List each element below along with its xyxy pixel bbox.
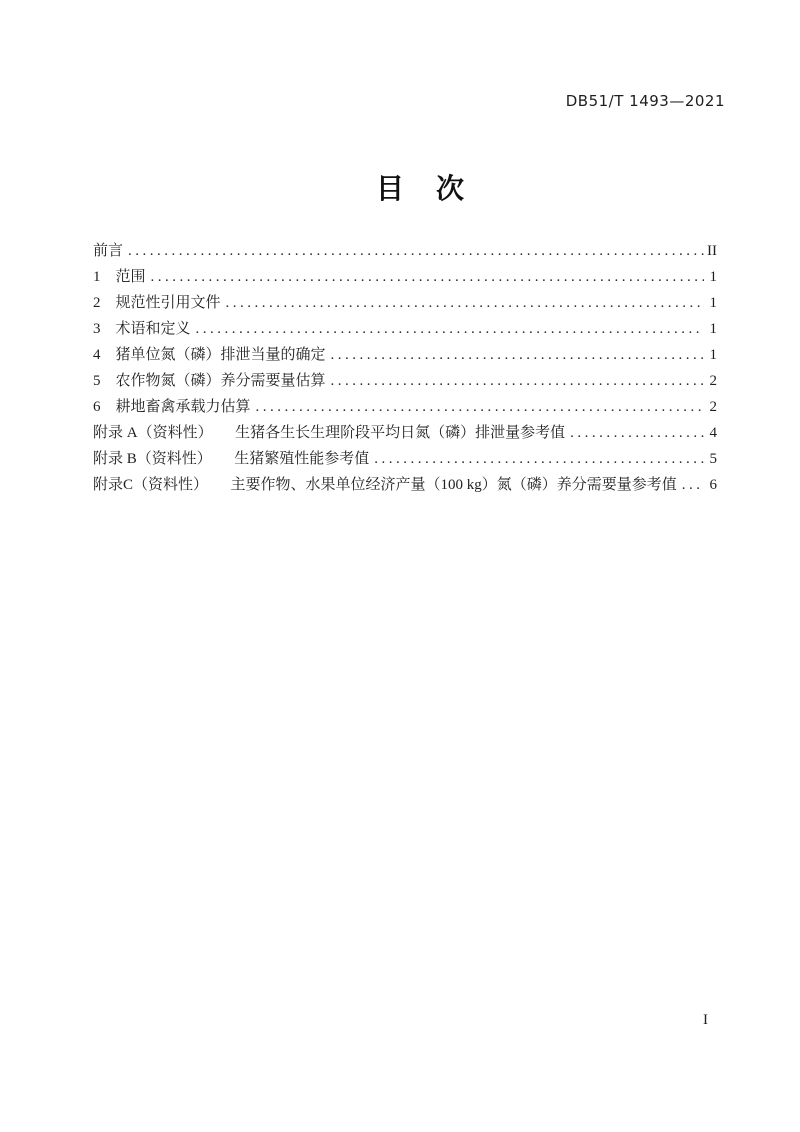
toc-item-page-number: II	[707, 243, 717, 259]
toc-item	[93, 290, 717, 316]
toc-item-label: 附录 A（资料性） 生猪各生长生理阶段平均日氮（磷）排泄量参考值	[93, 425, 566, 441]
page-number: I	[703, 1012, 708, 1028]
toc-item-dot-leader	[151, 264, 704, 290]
toc-item	[93, 472, 717, 498]
toc-item-label: 附录 B（资料性） 生猪繁殖性能参考值	[93, 451, 370, 467]
toc-item-label: 1 范围	[93, 269, 146, 285]
toc-title: 目 次	[375, 174, 466, 205]
toc-item	[93, 420, 717, 446]
toc-item-label: 5 农作物氮（磷）养分需要量估算	[93, 373, 326, 389]
toc-item-dot-leader	[331, 368, 704, 394]
toc-item-page-number: 2	[709, 373, 717, 389]
toc-item-label: 前言	[93, 243, 124, 259]
toc-item-dot-leader	[570, 420, 704, 446]
toc-item-page-number: 2	[709, 399, 717, 415]
toc-item-dot-leader	[682, 472, 704, 498]
toc-item-dot-leader	[256, 394, 704, 420]
toc-item-dot-leader	[374, 446, 704, 472]
toc-item-page-number: 1	[709, 321, 717, 337]
toc-item-page-number: 1	[709, 347, 717, 363]
toc-item	[93, 316, 717, 342]
toc-item-dot-leader	[196, 316, 704, 342]
toc-item	[93, 264, 717, 290]
toc-item	[93, 446, 717, 472]
toc-item-page-number: 1	[709, 269, 717, 285]
toc-item-label: 6 耕地畜禽承载力估算	[93, 399, 251, 415]
toc-item-label: 2 规范性引用文件	[93, 295, 221, 311]
toc-item-page-number: 5	[709, 451, 717, 467]
toc-list	[93, 238, 717, 498]
toc-item	[93, 368, 717, 394]
toc-item-label: 4 猪单位氮（磷）排泄当量的确定	[93, 347, 326, 363]
toc-item-dot-leader	[128, 238, 704, 264]
toc-item	[93, 342, 717, 368]
document-code: DB51/T 1493—2021	[565, 92, 725, 110]
toc-item	[93, 394, 717, 420]
toc-item-label: 附录C（资料性） 主要作物、水果单位经济产量（100 kg）氮（磷）养分需要量参考值	[93, 477, 677, 493]
toc-item-dot-leader	[226, 290, 704, 316]
toc-item-page-number: 1	[709, 295, 717, 311]
toc-item-label: 3 术语和定义	[93, 321, 191, 337]
toc-item-dot-leader	[331, 342, 704, 368]
toc-item-page-number: 6	[709, 477, 717, 493]
toc-item-page-number: 4	[709, 425, 717, 441]
toc-item	[93, 238, 717, 264]
